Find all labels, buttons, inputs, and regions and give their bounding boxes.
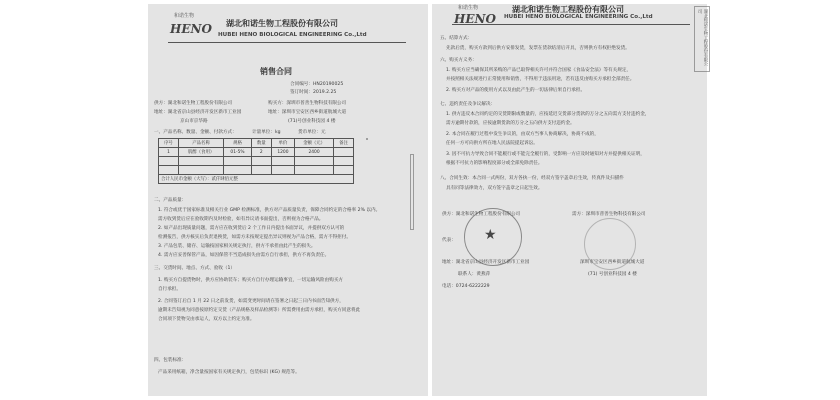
section-line: 需方收到货后应在验收期内及时检验，如有异议请书面提出，否则视为合格产品。: [158, 217, 324, 222]
buyer-company-seal: [584, 218, 636, 270]
table-cell: [334, 148, 354, 157]
buyer-address: 地址：深圳市宝安区西乡街道航城大道: [268, 110, 347, 115]
signature-seller: 供方：湖北和诺生物工程股份有限公司: [442, 212, 521, 217]
company-name-en: HUBEI HENO BIOLOGICAL ENGINEERING Co.,Ltd: [504, 14, 653, 20]
table-cell: 1200: [271, 148, 294, 157]
section-line: 八、合同生效：本合同一式两份，双方各执一份，经双方签字盖章后生效，传真件及扫描件: [440, 176, 624, 181]
currency-label: 货币单位：元: [298, 130, 326, 135]
seller-address-extra: 京山市京华路: [180, 119, 208, 124]
section-line: 具有同等法律效力，双方签字盖章之日起生效。: [446, 186, 543, 191]
table-header-row: [159, 139, 354, 148]
table-header: 金额（元）: [295, 139, 334, 148]
company-name-cn: 湖北和诺生物工程股份有限公司: [226, 18, 338, 28]
unit-label: 计量单位：kg: [252, 130, 281, 135]
section-line: 六、购买方义务：: [440, 58, 477, 63]
table-row: [159, 148, 354, 157]
table-cell: 肌醇（食用）: [178, 148, 223, 157]
table-cell: 01-5%: [224, 148, 252, 157]
section-line: 五、结算方式：: [440, 36, 473, 41]
section-line: 1. 购买方应当确保其所采购的产品已取得相关许可并符合国家《食品安全法》等有关规定，: [446, 68, 632, 73]
contract-number: 合同编号：HN20190025: [290, 82, 344, 87]
section-line: 二、产品质量：: [154, 198, 187, 203]
table-header: 规格: [224, 139, 252, 148]
contract-page-2: [432, 4, 707, 396]
section-product: 一、产品名称、数量、金额、付款方式：: [154, 130, 237, 135]
contract-page-1: [148, 4, 428, 396]
table-cell: 2: [251, 148, 271, 157]
signature-contact: 联系人：黄燕萍: [458, 272, 491, 277]
table-row-empty: [159, 157, 354, 166]
section-line: 1. 购买方自提货物时，供方应协助装车；购买方自行办理运输事宜，一切运输风险由购买方: [158, 278, 344, 283]
section-line: 产品采用纸箱，净含量按国家有关规定执行，包装标识 (KG) 规范等。: [158, 370, 300, 375]
section-line: 三、交货时间、地点、方式、验收（1）: [154, 266, 236, 271]
section-line: 2. 如产品出现质量问题，需方应在收到货后 2 个工作日内提出书面异议，并提供双方认可的: [158, 226, 345, 231]
section-line: 3. 产品包装、储存、运输按国家相关规定执行，供方不承担由此产生的损失。: [158, 244, 316, 249]
seller-name: 供方：湖北和诺生物工程股份有限公司: [154, 101, 233, 106]
table-header: 序号: [159, 139, 179, 148]
table-header: 备注: [334, 139, 354, 148]
seller-address: 地址：湖北省京山县经济开发区新市工业园: [154, 110, 242, 115]
side-perforation-stamp: 湖北和诺生物工程股份有限公司: [694, 6, 710, 72]
company-name-en: HUBEI HENO BIOLOGICAL ENGINEERING Co.,Ltd: [218, 32, 367, 38]
heno-logo: HENO 和诺生物: [454, 5, 496, 26]
section-line: 逾期未告知视为同意按原约定交货（产品规格及样品检测等）所需费用由需方承担，购买方同意将此: [158, 308, 361, 313]
section-line: 根据不可抗力的影响程度部分或全部免除责任。: [446, 161, 543, 166]
section-line: 任何一方可向供方所在地人民法院提起诉讼。: [446, 141, 538, 146]
heno-logo: HENO 和诺生物: [170, 13, 212, 36]
table-total: 合计人民币金额（大写）：贰仟肆佰元整: [159, 175, 354, 184]
table-header: 单价: [271, 139, 294, 148]
section-line: 2. 本合同在履行过程中发生争议的，由双方当事人协商解决，协商不成的，: [446, 132, 599, 137]
section-line: 1. 供方违反本合同约定的交货期限或数量的，应按延迟交货部分货款的万分之五向需方支付违约金，: [446, 112, 650, 117]
section-line: 并按照相关法规进行正常使用和销售，不得用于违法用途，若有违反由购买方承担全部责任。: [446, 77, 635, 82]
section-line: 3. 因不可抗力导致合同不能履行或不能完全履行的，受影响一方应及时通知对方并提供相关证明，: [446, 152, 645, 157]
signature-seller-address: 地址：湖北省京山县经济开发区新市工业园: [442, 260, 530, 265]
signature-buyer: 需方：深圳市普善生物科技有限公司: [572, 212, 646, 217]
sign-date: 签订时间：2019.2.25: [290, 90, 337, 95]
section-line: 2. 购买方对产品的使用方式以及由此产生的一切法律后果自行承担。: [446, 88, 586, 93]
section-line: 合同项下货物交由承运人，双方以上约定为准。: [158, 317, 255, 322]
table-row-empty: [159, 166, 354, 175]
section-line: 自行承担。: [158, 287, 181, 292]
contract-title: 销售合同: [260, 66, 292, 76]
section-line: 1. 符合或优于国家标准及相关行业 GMP 检测标准，供方对产品质量负责，保障合同约定的合格率 2% 以内。: [158, 208, 381, 213]
signature-rep: 代表：: [442, 238, 456, 243]
signature-phone: 电话：0724-6222229: [442, 284, 490, 289]
seal-star-icon: ★: [484, 227, 497, 243]
side-perforation-stamp: [410, 154, 414, 230]
table-header: 数量: [251, 139, 271, 148]
section-line: 检测报告，供方核实后负责退换货，如需方未按规定提出异议则视为产品合格，需方不得拒付。: [158, 235, 351, 240]
product-table: [158, 138, 354, 184]
section-line: 2. 合同签订后自 1 月 22 日之前发货，如需变更时间请在签署之日起三日内书面告知供方，: [158, 299, 344, 304]
section-line: 需方逾期付款的，应按逾期货款的万分之五向供方支付违约金。: [446, 121, 575, 126]
section-line: 4. 需方应妥善保管产品，如因保管不当造成损失由需方自行承担，供方不再负责任。: [158, 253, 330, 258]
header-divider: [168, 42, 406, 43]
table-total-row: [159, 175, 354, 184]
table-header: 产品名称: [178, 139, 223, 148]
buyer-address-extra: (71)号创业科技园 4 楼: [288, 119, 336, 124]
table-cell: 2400: [295, 148, 334, 157]
header-divider: [452, 24, 690, 25]
company-name-cn: 湖北和诺生物工程股份有限公司: [512, 4, 624, 14]
signature-buyer-extra: (71) 号创业科技园 4 楼: [588, 272, 637, 277]
signature-buyer-address: 深圳市宝安区西乡街道航城大道: [580, 260, 645, 265]
section-line: 四、包装标准：: [154, 358, 187, 363]
table-cell: 1: [159, 148, 179, 157]
section-line: 七、违约责任及争议解决：: [440, 102, 496, 107]
buyer-name: 购买方：深圳市普善生物科技有限公司: [268, 101, 347, 106]
section-line: 先款后货，购买方款到后供方安排发货，发票在货款结清后开具，否则供方有权拒绝发货。: [446, 46, 630, 51]
